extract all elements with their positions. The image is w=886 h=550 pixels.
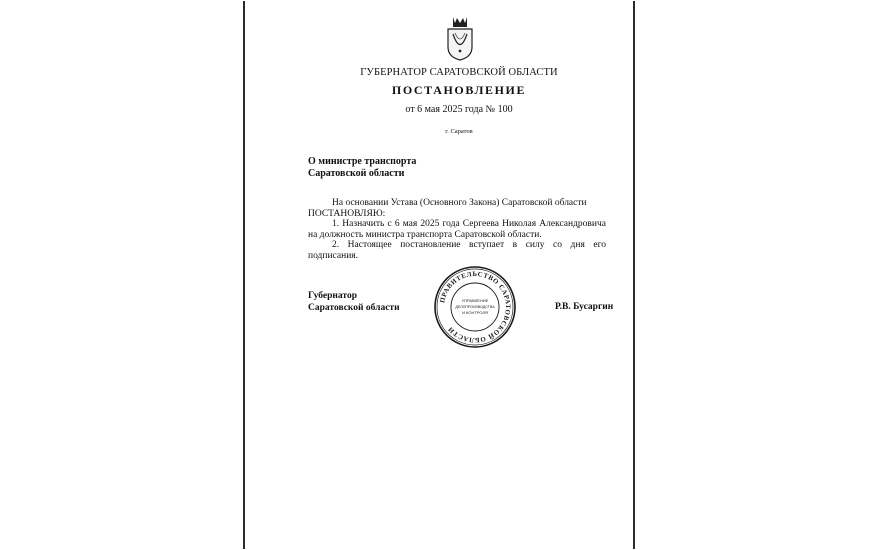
- decree-word: ПОСТАНОВЛЯЮ:: [308, 208, 386, 219]
- document-date-number: от 6 мая 2025 года № 100: [405, 104, 513, 115]
- svg-text:ПРАВИТЕЛЬСТВО САРАТОВСКОЙ ОБЛА: ПРАВИТЕЛЬСТВО САРАТОВСКОЙ ОБЛАСТИ: [439, 270, 512, 344]
- issuing-authority: ГУБЕРНАТОР САРАТОВСКОЙ ОБЛАСТИ: [360, 67, 558, 78]
- signer-title: [308, 291, 400, 314]
- document-subject: [308, 156, 416, 180]
- signer-title-line: Саратовской области: [308, 302, 400, 313]
- svg-text:И КОНТРОЛЯ: И КОНТРОЛЯ: [462, 310, 488, 315]
- document-city: г. Саратов: [445, 128, 473, 135]
- document-body: [308, 198, 606, 261]
- document-page: [243, 1, 635, 549]
- decree-item-2: 2. Настоящее постановление вступает в силу со дня его подписания.: [308, 240, 606, 261]
- subject-line: Саратовской области: [308, 168, 405, 179]
- decree-item-1: 1. Назначить с 6 мая 2025 года Сергеева Николая Александровича на должность министра транспорта Саратовской области.: [308, 219, 606, 240]
- preamble-paragraph: На основании Устава (Основного Закона) Саратовской области: [332, 198, 587, 208]
- signer-name: Р.В. Бусаргин: [555, 302, 614, 312]
- official-seal-stamp: [433, 265, 517, 349]
- signer-title-line: Губернатор: [308, 291, 357, 301]
- coat-of-arms-icon: [443, 15, 477, 61]
- svg-text:ДЕЛОПРОИЗВОДСТВА: ДЕЛОПРОИЗВОДСТВА: [455, 305, 495, 309]
- document-type-title: ПОСТАНОВЛЕНИЕ: [391, 83, 527, 97]
- subject-line: О министре транспорта: [308, 156, 417, 167]
- svg-text:УПРАВЛЕНИЕ: УПРАВЛЕНИЕ: [461, 298, 489, 303]
